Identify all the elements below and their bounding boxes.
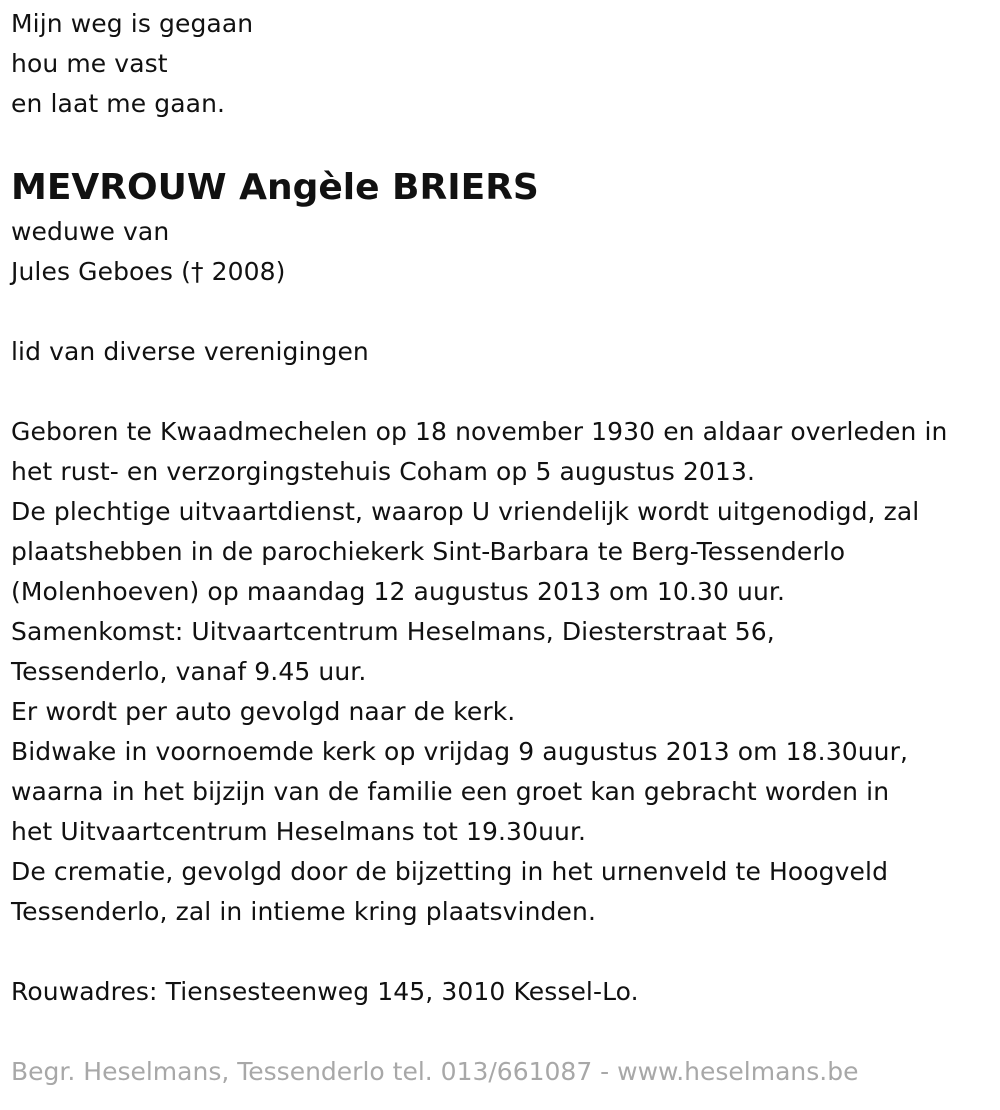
announcement-line: Samenkomst: Uitvaartcentrum Heselmans, Diesterstraat 56, — [11, 617, 775, 646]
obituary-notice — [11, 4, 996, 1092]
deceased-name: MEVROUW Angèle BRIERS — [11, 167, 539, 208]
spacer — [11, 932, 996, 972]
spacer — [11, 292, 996, 332]
announcement-line: het Uitvaartcentrum Heselmans tot 19.30uur. — [11, 817, 587, 846]
funeral-home-footer: Begr. Heselmans, Tessenderlo tel. 013/661087 - www.heselmans.be — [11, 1057, 859, 1086]
poem-line-2: hou me vast — [11, 49, 168, 78]
announcement-body — [11, 412, 996, 932]
announcement-line: Tessenderlo, zal in intieme kring plaatsvinden. — [11, 897, 596, 926]
announcement-line: Tessenderlo, vanaf 9.45 uur. — [11, 657, 367, 686]
announcement-line: Bidwake in voornoemde kerk op vrijdag 9 augustus 2013 om 18.30uur, — [11, 737, 909, 766]
announcement-line: het rust- en verzorgingstehuis Coham op 5 augustus 2013. — [11, 457, 755, 486]
mourning-address: Rouwadres: Tiensesteenweg 145, 3010 Kessel-Lo. — [11, 977, 639, 1006]
announcement-line: Geboren te Kwaadmechelen op 18 november 1930 en aldaar overleden in — [11, 417, 948, 446]
poem-line-3: en laat me gaan. — [11, 89, 226, 118]
membership-text: lid van diverse verenigingen — [11, 337, 369, 366]
announcement-line: Er wordt per auto gevolgd naar de kerk. — [11, 697, 516, 726]
spouse-name: Jules Geboes († 2008) — [11, 257, 286, 286]
poem — [11, 4, 996, 124]
announcement-line: De crematie, gevolgd door de bijzetting in het urnenveld te Hoogveld — [11, 857, 889, 886]
announcement-line: De plechtige uitvaartdienst, waarop U vriendelijk wordt uitgenodigd, zal — [11, 497, 920, 526]
spacer — [11, 372, 996, 412]
poem-line-1: Mijn weg is gegaan — [11, 9, 254, 38]
announcement-line: waarna in het bijzijn van de familie een groet kan gebracht worden in — [11, 777, 890, 806]
announcement-line: (Molenhoeven) op maandag 12 augustus 2013 om 10.30 uur. — [11, 577, 786, 606]
relation-text: weduwe van — [11, 217, 170, 246]
announcement-line: plaatshebben in de parochiekerk Sint-Barbara te Berg-Tessenderlo — [11, 537, 846, 566]
